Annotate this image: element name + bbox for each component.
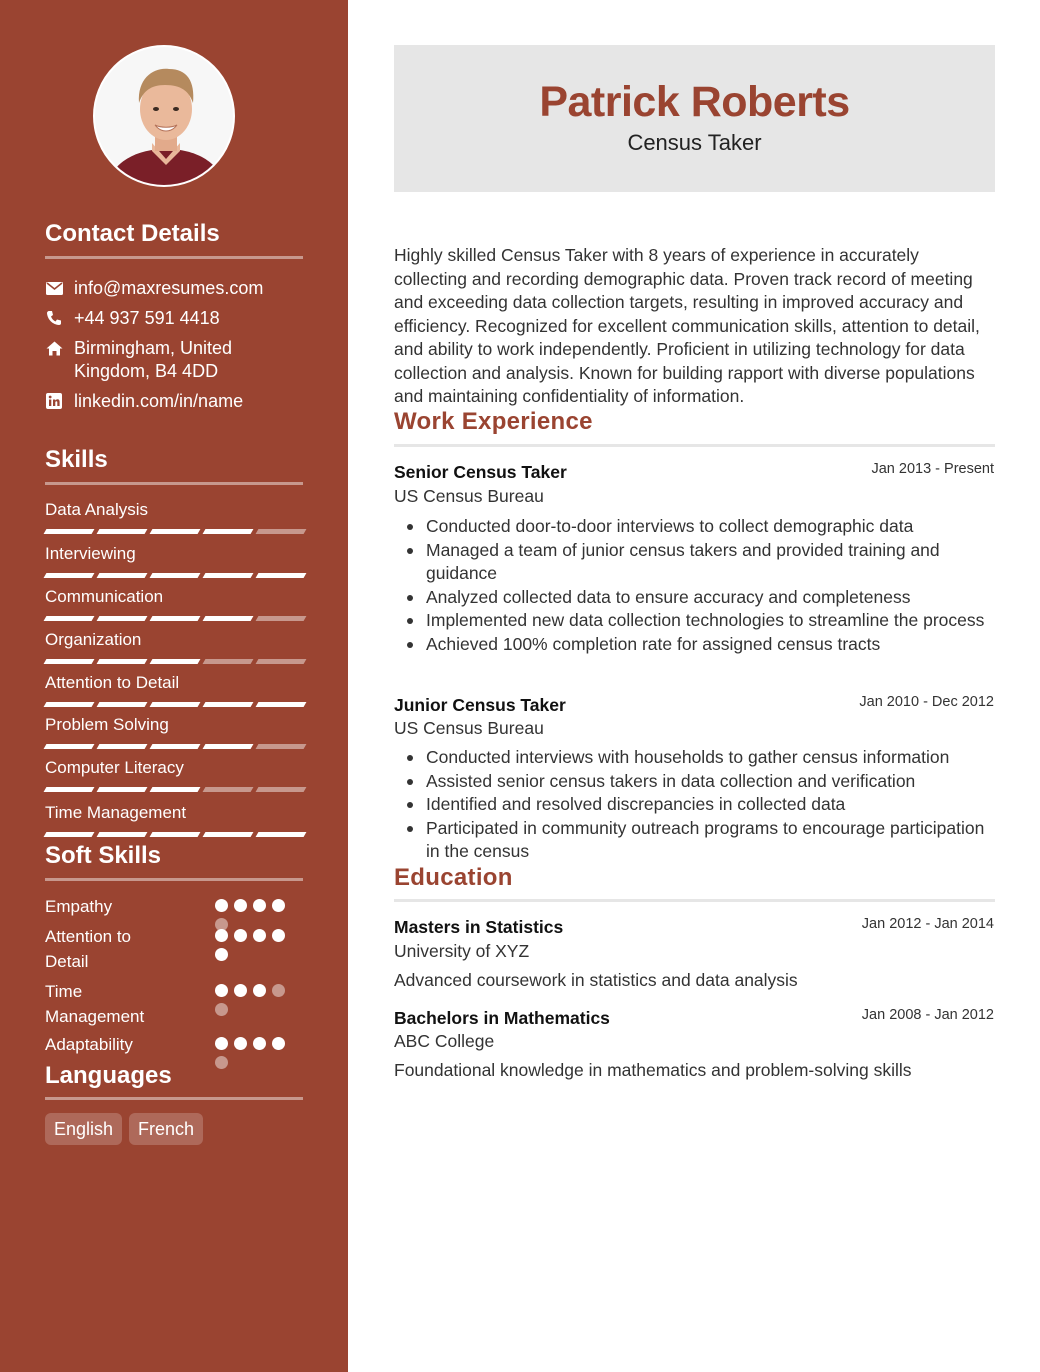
contact-linkedin[interactable]: linkedin.com/in/name <box>74 391 244 411</box>
skill-level-segment <box>203 616 254 621</box>
list-item: Participated in community outreach programs to encourage participation in the census <box>426 817 996 864</box>
skill-level-segment <box>44 787 95 792</box>
skill-level-segment <box>203 744 254 749</box>
skill-level-bar <box>45 573 305 578</box>
skill-level-bar <box>45 659 305 664</box>
work-section-title: Work Experience <box>394 408 593 435</box>
skill-level-segment <box>97 702 148 707</box>
contact-email[interactable]: info@maxresumes.com <box>74 278 264 298</box>
contact-email-row[interactable] <box>45 277 274 300</box>
skill-level-bar <box>45 616 305 621</box>
work-role: Junior Census Taker <box>394 695 566 715</box>
skill-level-segment <box>150 616 201 621</box>
education-school: ABC College <box>394 1031 495 1051</box>
contact-linkedin-row[interactable] <box>45 390 274 413</box>
list-item: Conducted door-to-door interviews to collect demographic data <box>426 515 996 539</box>
candidate-name: Patrick Roberts <box>539 78 850 126</box>
contact-phone[interactable]: +44 937 591 4418 <box>74 308 220 328</box>
linkedin-icon <box>45 392 63 410</box>
contact-phone-row[interactable] <box>45 307 274 330</box>
list-item: Assisted senior census takers in data collection and verification <box>426 770 996 794</box>
work-dates: Jan 2010 - Dec 2012 <box>859 694 994 710</box>
skill-level-segment <box>97 573 148 578</box>
skills-section-title: Skills <box>45 446 108 473</box>
rating-dot <box>234 984 247 997</box>
skill-level-segment <box>256 832 307 837</box>
list-item: Achieved 100% completion rate for assigned census tracts <box>426 633 996 657</box>
skill-level-segment <box>150 529 201 534</box>
skill-level-segment <box>203 702 254 707</box>
list-item: Conducted interviews with households to gather census information <box>426 746 996 770</box>
rating-dot <box>272 1037 285 1050</box>
rating-dot <box>272 899 285 912</box>
education-dates: Jan 2008 - Jan 2012 <box>861 1007 994 1023</box>
sidebar <box>0 0 348 1372</box>
skill-level-segment <box>256 616 307 621</box>
skill-level-bar <box>45 787 305 792</box>
work-role: Senior Census Taker <box>394 462 567 482</box>
skill-label: Communication <box>45 587 164 606</box>
skill-level-segment <box>97 744 148 749</box>
rating-dot <box>215 929 228 942</box>
language-chip: French <box>129 1113 203 1145</box>
education-degree: Bachelors in Mathematics <box>394 1008 610 1028</box>
contact-divider <box>45 256 303 259</box>
skill-level-segment <box>150 787 201 792</box>
work-dates: Jan 2013 - Present <box>871 461 994 477</box>
skill-level-bar <box>45 702 305 707</box>
rating-dot <box>234 899 247 912</box>
skill-level-segment <box>44 659 95 664</box>
skill-label: Data Analysis <box>45 500 148 519</box>
skills-divider <box>45 482 303 485</box>
work-bullets <box>426 515 996 656</box>
rating-dot <box>215 899 228 912</box>
skill-level-segment <box>256 787 307 792</box>
rating-dot <box>215 1037 228 1050</box>
education-dates: Jan 2012 - Jan 2014 <box>861 916 994 932</box>
list-item: Implemented new data collection technologies to streamline the process <box>426 609 996 633</box>
soft-skill-label: Empathy <box>45 897 113 916</box>
avatar-portrait <box>95 47 235 187</box>
rating-dot <box>234 929 247 942</box>
rating-dot <box>215 948 228 961</box>
envelope-icon <box>45 279 63 297</box>
skill-level-bar <box>45 832 305 837</box>
skill-level-segment <box>44 616 95 621</box>
skill-label: Computer Literacy <box>45 758 184 777</box>
skill-level-segment <box>256 702 307 707</box>
skill-level-segment <box>256 573 307 578</box>
skill-label: Problem Solving <box>45 715 169 734</box>
work-org: US Census Bureau <box>394 718 544 738</box>
soft-skill-rating <box>215 1037 295 1069</box>
languages-divider <box>45 1097 303 1100</box>
home-icon <box>45 339 63 357</box>
skill-level-segment <box>97 659 148 664</box>
education-section-title: Education <box>394 864 513 891</box>
skill-level-segment <box>203 573 254 578</box>
work-org: US Census Bureau <box>394 486 544 506</box>
rating-dot <box>253 899 266 912</box>
skill-level-bar <box>45 744 305 749</box>
skill-label: Interviewing <box>45 544 136 563</box>
skill-level-segment <box>150 832 201 837</box>
education-degree: Masters in Statistics <box>394 917 564 937</box>
contact-address-row <box>45 337 274 383</box>
work-bullets <box>426 746 996 864</box>
skill-label: Time Management <box>45 803 187 822</box>
phone-icon <box>45 309 63 327</box>
skill-level-segment <box>44 573 95 578</box>
skill-level-segment <box>97 529 148 534</box>
rating-dot <box>253 984 266 997</box>
rating-dot <box>215 984 228 997</box>
languages-section-title: Languages <box>45 1062 172 1089</box>
skill-level-segment <box>97 832 148 837</box>
soft-skill-label: Adaptability <box>45 1035 133 1054</box>
education-description: Advanced coursework in statistics and data analysis <box>394 970 798 990</box>
skill-level-segment <box>256 529 307 534</box>
skill-level-segment <box>44 702 95 707</box>
soft-skills-section-title: Soft Skills <box>45 842 162 869</box>
skill-level-segment <box>150 659 201 664</box>
contact-section-title: Contact Details <box>45 220 220 247</box>
list-item: Analyzed collected data to ensure accuracy and completeness <box>426 586 996 610</box>
skill-level-segment <box>203 787 254 792</box>
skill-level-segment <box>97 787 148 792</box>
soft-skill-label: Attention to Detail <box>45 927 132 971</box>
skill-level-segment <box>203 529 254 534</box>
education-description: Foundational knowledge in mathematics and problem-solving skills <box>394 1060 912 1080</box>
contact-address: Birmingham, United Kingdom, B4 4DD <box>74 338 233 381</box>
skill-level-segment <box>256 659 307 664</box>
skill-level-segment <box>97 616 148 621</box>
rating-dot <box>215 1003 228 1016</box>
avatar <box>93 45 235 187</box>
skill-level-segment <box>150 702 201 707</box>
skill-level-segment <box>44 529 95 534</box>
rating-dot <box>253 1037 266 1050</box>
skill-level-segment <box>203 659 254 664</box>
skill-level-bar <box>45 529 305 534</box>
list-item: Managed a team of junior census takers and provided training and guidance <box>426 539 996 586</box>
skill-label: Organization <box>45 630 142 649</box>
soft-skill-label: Time Management <box>45 982 145 1026</box>
education-divider <box>394 899 995 902</box>
job-title: Census Taker <box>627 130 762 155</box>
education-school: University of XYZ <box>394 941 530 961</box>
skill-level-segment <box>44 744 95 749</box>
list-item: Identified and resolved discrepancies in collected data <box>426 793 996 817</box>
soft-skill-rating <box>215 899 295 931</box>
rating-dot <box>272 929 285 942</box>
soft-skill-rating <box>215 929 295 961</box>
rating-dot <box>215 1056 228 1069</box>
summary-text: Highly skilled Census Taker with 8 years of experience in accurately collecting and recording demographic data. Proven track record of meeting and exceeding data collection targets, resulting in improved accuracy and efficiency. Recognized for excellent communication skills, attention to detail, and ability to work independently. Proficient in utilizing technology for data collection and analysis. Known for building rapport with diverse populations and maintaining confidentiality of information. <box>394 245 980 406</box>
rating-dot <box>253 929 266 942</box>
language-chip: English <box>45 1113 122 1145</box>
skill-level-segment <box>203 832 254 837</box>
soft-skill-rating <box>215 984 295 1016</box>
rating-dot <box>234 1037 247 1050</box>
skill-label: Attention to Detail <box>45 673 180 692</box>
skill-level-segment <box>150 744 201 749</box>
skill-level-segment <box>256 744 307 749</box>
skill-level-segment <box>150 573 201 578</box>
skill-level-segment <box>44 832 95 837</box>
work-divider <box>394 444 995 447</box>
rating-dot <box>272 984 285 997</box>
soft-skills-divider <box>45 878 303 881</box>
